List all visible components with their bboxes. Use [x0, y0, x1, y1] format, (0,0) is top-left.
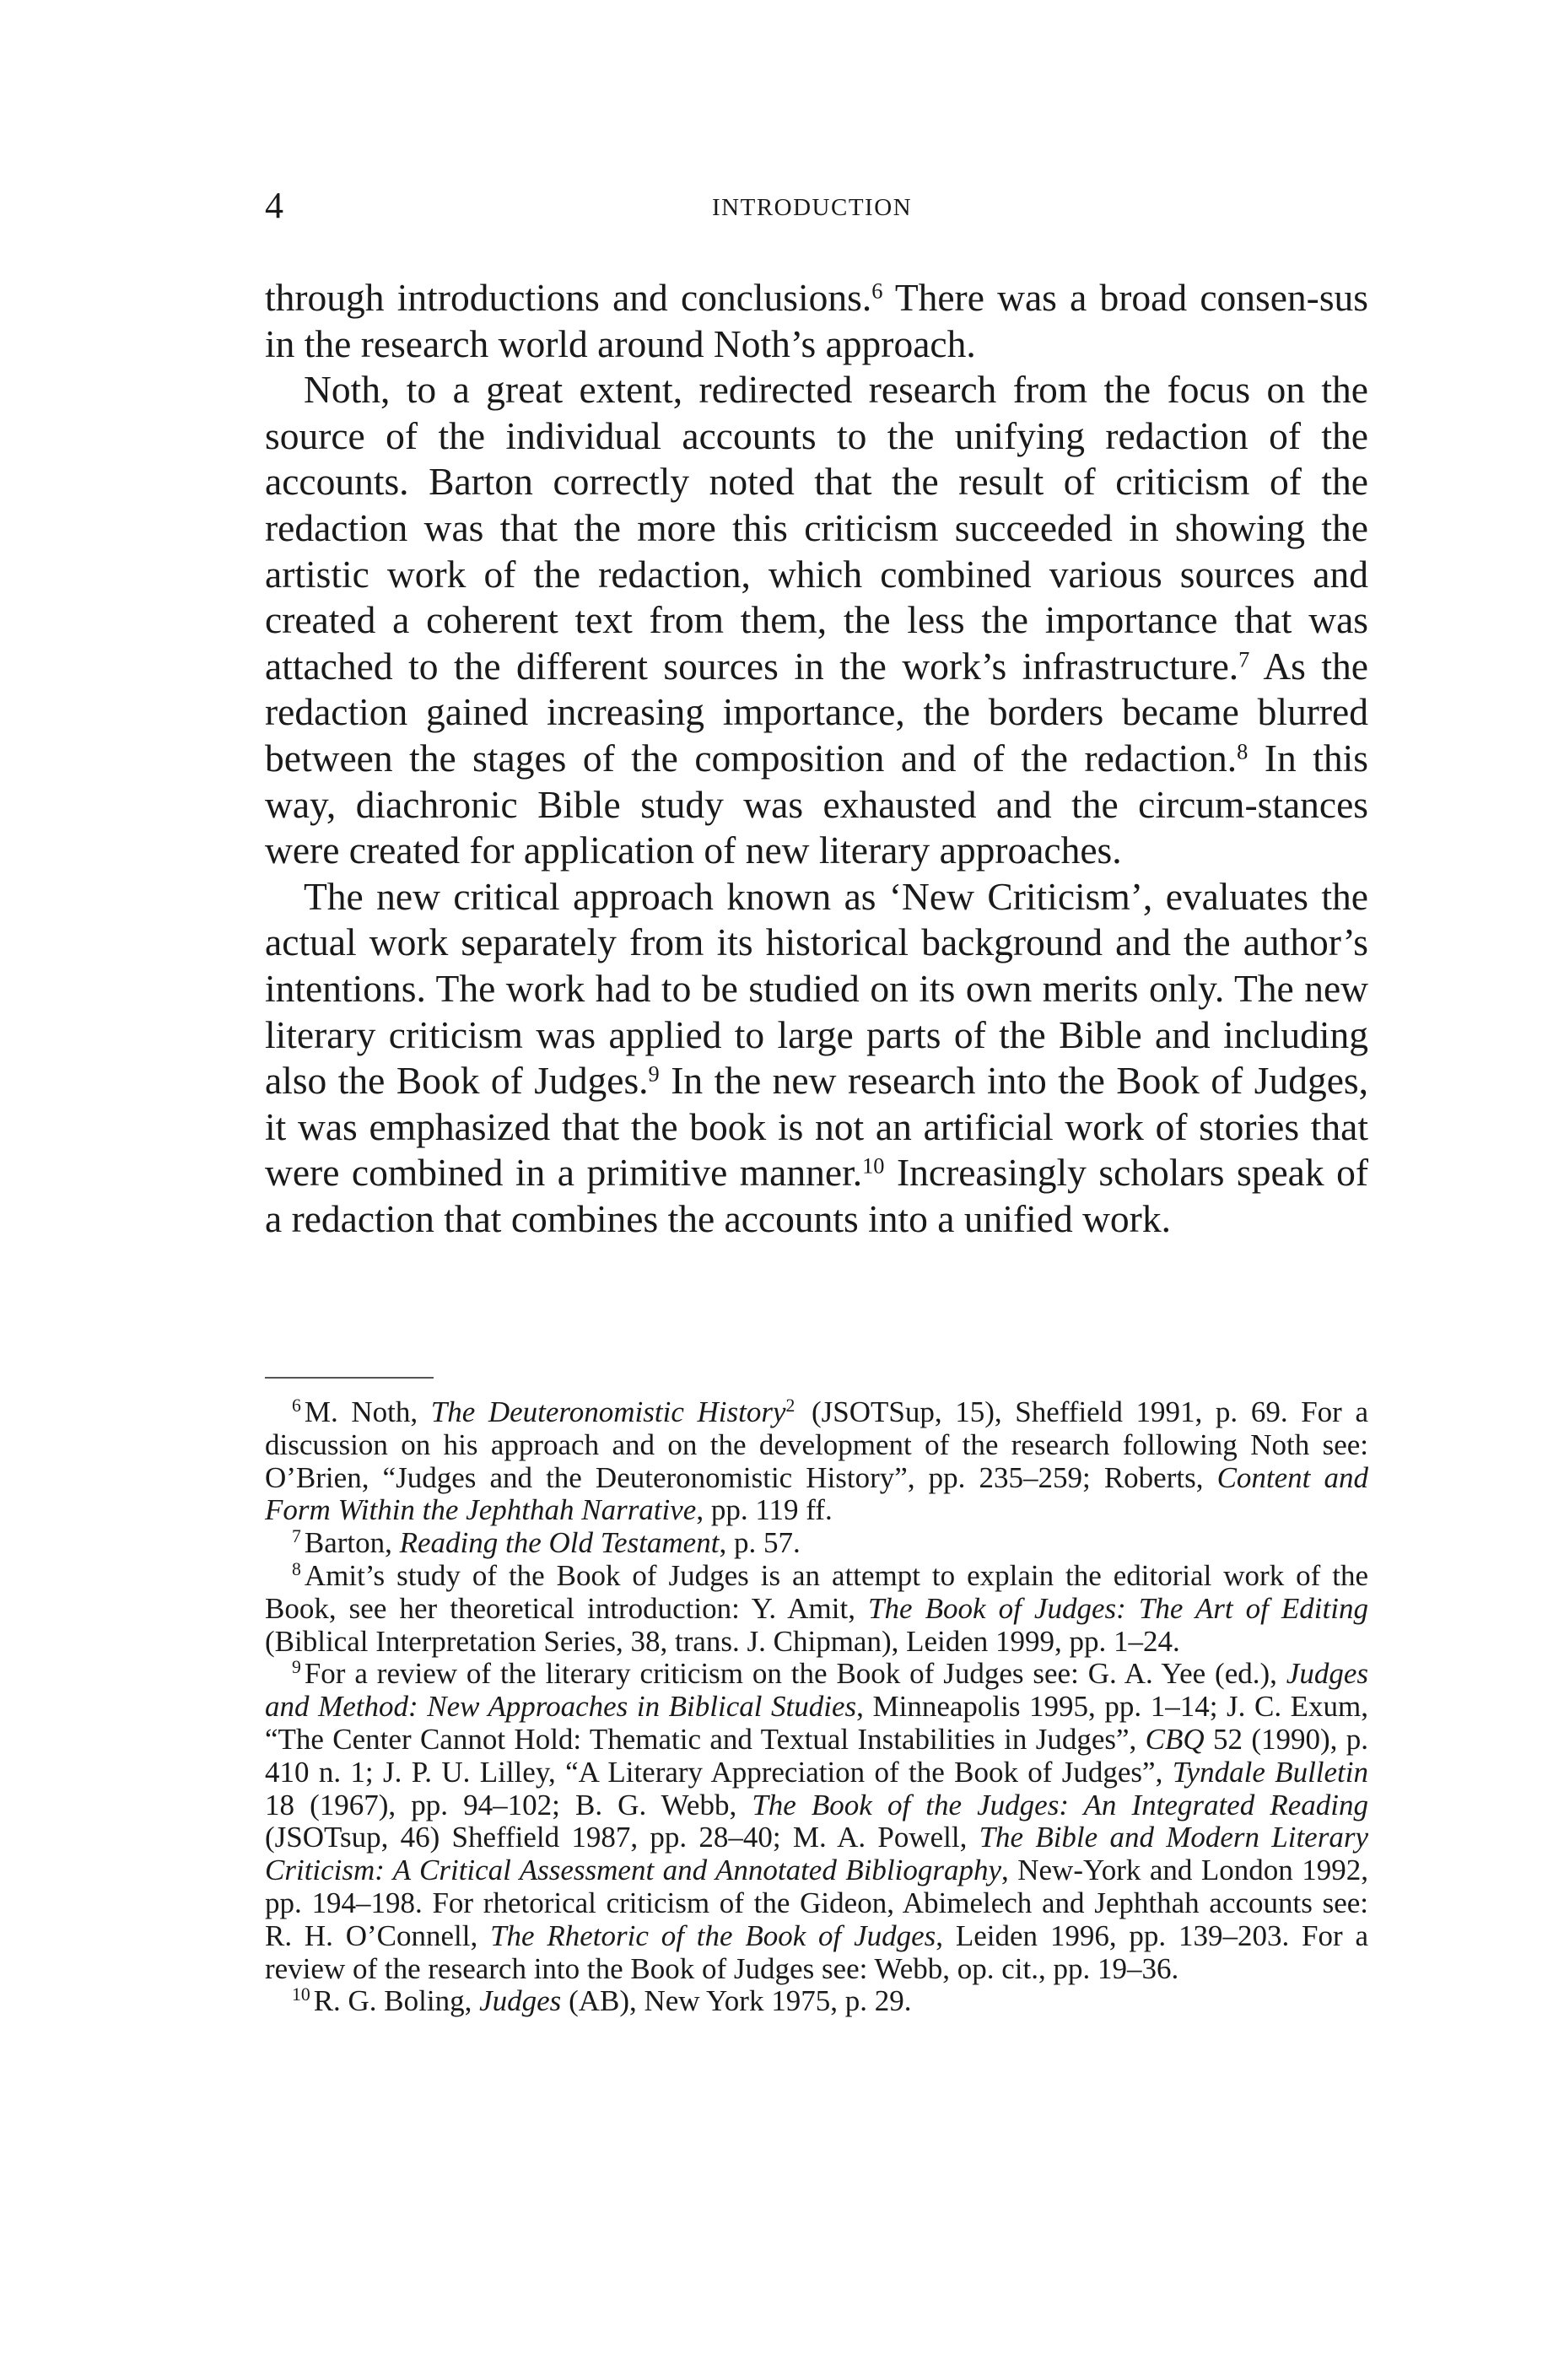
- footnote-text: For a review of the literary criticism on the Book of Judges see: G. A. Yee (ed.),: [304, 1657, 1286, 1691]
- body-text: [265, 275, 1368, 1242]
- footnote-6: [265, 1396, 1368, 1527]
- footnote-text: (JSOTSup, 15), Sheffield 1991, p. 69. For a discussion on his approach and on the development of the research following Noth see: O’Brien, “Judges and the Deuteronomistic History”, pp. 235–259; Roberts,: [265, 1395, 1368, 1494]
- footnote-ref-7[interactable]: 7: [1238, 646, 1250, 672]
- footnote-7: [265, 1527, 1368, 1560]
- footnote-separator: [265, 1377, 434, 1379]
- footnote-title: CBQ: [1145, 1722, 1205, 1756]
- footnote-number: 10: [292, 1984, 310, 2005]
- footnote-text: , Minneapolis 1995, pp. 1–14; J. C. Exum, “The Center Cannot Hold: Thematic and Textual Instabilities in Judges”,: [265, 1690, 1368, 1756]
- footnote-text: (AB), New York 1975, p. 29.: [561, 1984, 912, 2018]
- paragraph-1: [265, 275, 1368, 367]
- footnote-ref-10[interactable]: 10: [862, 1152, 885, 1179]
- footnote-title: Tyndale Bulletin: [1172, 1755, 1368, 1789]
- edition-superscript: 2: [785, 1395, 795, 1417]
- paragraph-text: As the redaction gained increasing importance, the borders became blurred between the stages of the composition and of the redaction.: [265, 644, 1368, 780]
- footnote-text: , Leiden 1996, pp. 139–203. For a review of the research into the Book of Judges see: Webb, op. cit., pp. 19–36.: [265, 1919, 1368, 1985]
- running-head: INTRODUCTION: [712, 194, 913, 221]
- footnote-text: M. Noth,: [304, 1395, 431, 1428]
- footnote-text: 52 (1990), p. 410 n. 1; J. P. U. Lilley, “A Literary Appreciation of the Book of Judges”,: [265, 1722, 1369, 1789]
- footnote-text: R. G. Boling,: [313, 1984, 480, 2018]
- footnote-number: 7: [292, 1526, 301, 1547]
- paragraph-text: In this way, diachronic Bible study was exhausted and the circum-stances were created for application of new literary approaches.: [265, 736, 1368, 872]
- footnote-title: The Rhetoric of the Book of Judges: [490, 1919, 936, 1952]
- footnote-9: [265, 1658, 1368, 1985]
- footnote-text: (JSOTsup, 46) Sheffield 1987, pp. 28–40; M. A. Powell,: [265, 1821, 979, 1854]
- paragraph-text: The new critical approach known as ‘New Criticism’, evaluates the actual work separately from its historical background and the author’s intentions. The work had to be studied on its own merits only. The new literary criticism was applied to large parts of the Bible and including also the Book of Judges.: [265, 874, 1368, 1103]
- footnote-ref-8[interactable]: 8: [1237, 738, 1249, 764]
- paragraph-text: In the new research into the Book of Judges, it was emphasized that the book is not an artificial work of stories that were combined in a primitive manner.: [265, 1059, 1368, 1195]
- paragraph-text: Noth, to a great extent, redirected research from the focus on the source of the individual accounts to the unifying redaction of the accounts. Barton correctly noted that the result of criticism of the redaction was that the more this criticism succeeded in showing the artistic work of the redaction, which combined various sources and created a coherent text from them, the less the importance that was attached to the different sources in the work’s infrastructure.: [265, 368, 1368, 688]
- footnote-text: 18 (1967), pp. 94–102; B. G. Webb,: [265, 1788, 752, 1821]
- footnote-number: 6: [292, 1395, 301, 1417]
- footnote-title: The Bible and Modern Literary Criticism: A Critical Assessment and Annotated Bibliography: [265, 1821, 1368, 1887]
- page-number: 4: [265, 185, 283, 226]
- footnote-title: Judges and Method: New Approaches in Biblical Studies: [265, 1657, 1368, 1724]
- paragraph-text: There was a broad consen-sus in the research world around Noth’s approach.: [265, 276, 1368, 365]
- footnote-title: Content and Form Within the Jephthah Narrative: [265, 1460, 1369, 1527]
- footnote-ref-9[interactable]: 9: [648, 1060, 660, 1087]
- paragraph-text: through introductions and conclusions.: [265, 276, 872, 319]
- footnote-8: [265, 1560, 1368, 1658]
- footnote-title: Judges: [479, 1984, 562, 2018]
- footnote-title: The Deuteronomistic History: [430, 1395, 786, 1428]
- paragraph-text: Increasingly scholars speak of a redaction that combines the accounts into a unified work.: [265, 1151, 1368, 1240]
- footnote-title: The Book of the Judges: An Integrated Reading: [752, 1788, 1368, 1821]
- footnote-title: Reading the Old Testament: [399, 1526, 720, 1560]
- footnote-text: , p. 57.: [719, 1526, 801, 1560]
- footnote-ref-6[interactable]: 6: [871, 278, 883, 304]
- paragraph-2: [265, 367, 1368, 874]
- footnote-title: The Book of Judges: The Art of Editing: [868, 1591, 1368, 1625]
- paragraph-3: [265, 874, 1368, 1243]
- footnote-text: (Biblical Interpretation Series, 38, trans. J. Chipman), Leiden 1999, pp. 1–24.: [265, 1624, 1180, 1658]
- footnote-text: , pp. 119 ff.: [696, 1493, 833, 1527]
- footnote-number: 8: [292, 1559, 301, 1580]
- footnote-text: , New-York and London 1992, pp. 194–198. For rhetorical criticism of the Gideon, Abimelech and Jephthah accounts see: R. H. O’Connell,: [265, 1854, 1368, 1952]
- footnote-10: [265, 1985, 1368, 2018]
- footnote-number: 9: [292, 1657, 301, 1678]
- footnotes: [265, 1396, 1368, 2018]
- footnote-text: Barton,: [304, 1526, 400, 1560]
- footnote-text: Amit’s study of the Book of Judges is an attempt to explain the editorial work of the Book, see her theoretical introduction: Y. Amit,: [265, 1558, 1368, 1625]
